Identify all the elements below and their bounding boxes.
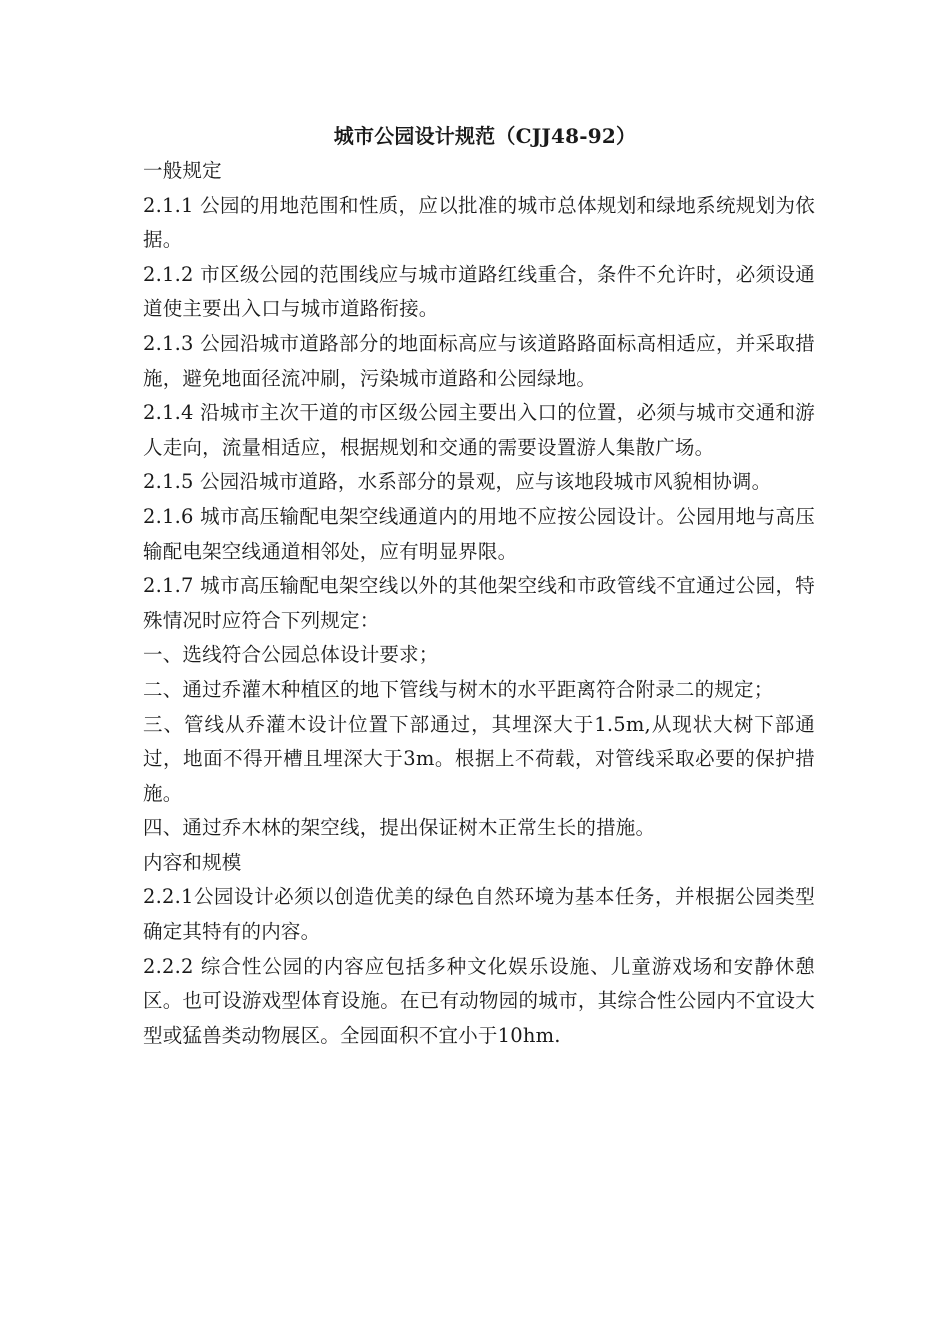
clause-2-1-4: 2.1.4 沿城市主次干道的市区级公园主要出入口的位置，必须与城市交通和游人走向，流量相适应，根据规划和交通的需要设置游人集散广场。 — [143, 401, 815, 459]
section-heading-general: 一般规定 — [143, 159, 222, 182]
rule-item-3: 三、管线从乔灌木设计位置下部通过，其埋深大于1.5m,从现状大树下部通过，地面不得开槽且埋深大于3m。根据上不荷载，对管线采取必要的保护措施。 — [143, 712, 815, 805]
document-body — [143, 118, 815, 1053]
clause-2-1-3: 2.1.3 公园沿城市道路部分的地面标高应与该道路路面标高相适应，并采取措施，避免地面径流冲刷，污染城市道路和公园绿地。 — [143, 331, 815, 390]
rule-item-1: 一、选线符合公园总体设计要求； — [143, 643, 439, 667]
clause-2-1-2: 2.1.2 市区级公园的范围线应与城市道路红线重合，条件不允许时，必须设通道使主要出入口与城市道路衔接。 — [143, 262, 815, 321]
rule-item-4: 四、通过乔木林的架空线，提出保证树木正常生长的措施。 — [143, 816, 656, 840]
section-heading-content-scale: 内容和规模 — [143, 850, 242, 874]
clause-2-2-2: 2.2.2 综合性公园的内容应包括多种文化娱乐设施、儿童游戏场和安静休憩区。也可设游戏型体育设施。在已有动物园的城市，其综合性公园内不宜设大型或猛兽类动物展区。全园面积不宜小于10hm. — [143, 954, 815, 1047]
clause-2-2-1: 2.2.1公园设计必须以创造优美的绿色自然环境为基本任务，并根据公园类型确定其特有的内容。 — [143, 885, 815, 944]
clause-2-1-1: 2.1.1 公园的用地范围和性质，应以批准的城市总体规划和绿地系统规划为依据。 — [143, 193, 815, 252]
clause-2-1-7: 2.1.7 城市高压输配电架空线以外的其他架空线和市政管线不宜通过公园，特殊情况时应符合下列规定： — [143, 574, 815, 632]
rule-item-2: 二、通过乔灌木种植区的地下管线与树木的水平距离符合附录二的规定； — [143, 677, 774, 701]
document-title: 城市公园设计规范（CJJ48-92） — [333, 124, 637, 148]
clause-2-1-6: 2.1.6 城市高压输配电架空线通道内的用地不应按公园设计。公园用地与高压输配电架空线通道相邻处，应有明显界限。 — [143, 504, 815, 563]
clause-2-1-5: 2.1.5 公园沿城市道路，水系部分的景观，应与该地段城市风貌相协调。 — [143, 470, 772, 494]
